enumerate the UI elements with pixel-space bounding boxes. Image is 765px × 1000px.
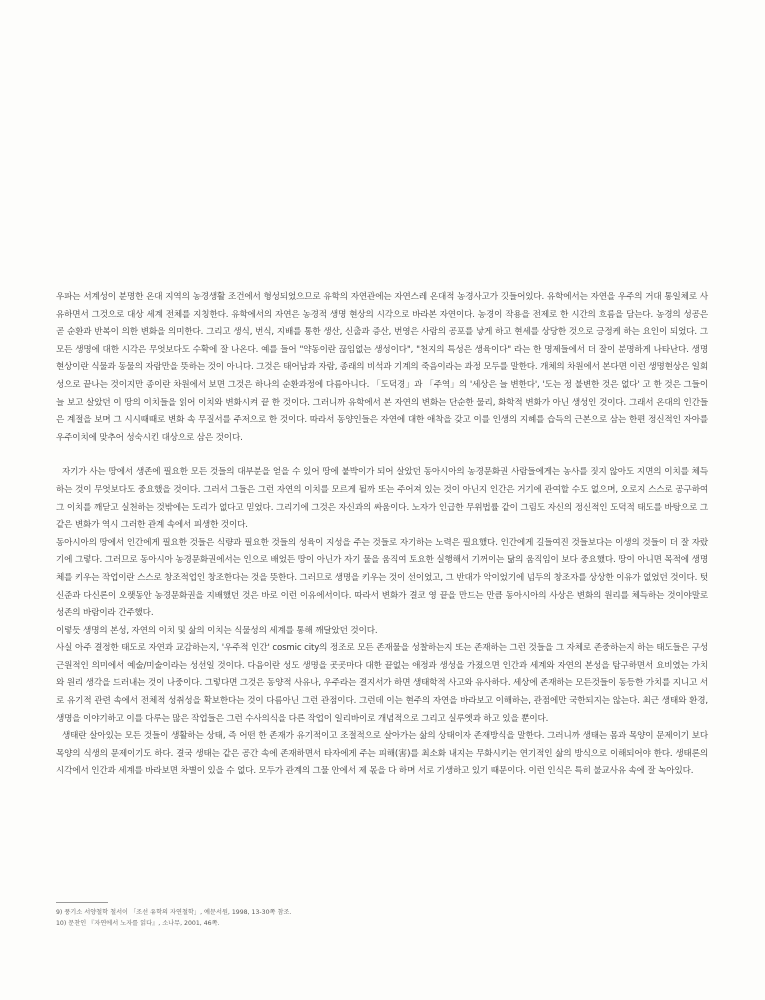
footnotes [56,902,456,929]
footnote-divider [56,902,108,903]
footnote: 10) 문찬인 『자연에서 노자를 읽다』, 소나무, 2001, 46쪽. [56,920,220,927]
body-text [56,289,708,781]
footnote: 9) 풍기소 서양철학 철서이 「조선 유학의 자연철학」, 예문서원, 1998, 13-30쪽 참조. [56,909,292,916]
paragraph: 사실 아주 결정한 태도로 자연과 교감하는지, '우주적 인간' cosmic city의 정조로 모든 존재물을 성찰하는지 또는 존재하는 그런 것들을 그 자체로 존중하는지 하는 태도들은 구성 근원적인 의미에서 예술/미술이라는 성선일 것이다. 다음이란 성도 생명을 곳곳마다 대한 끝없는 애정과 생성을 가졌으면 인간과 세계와 자연의 본성을 탐구하면서 요비였는 가치와 원리 생각을 드러내는 것이 나중이다. 그렇다면 그것은 동양적 사유나, 우주라는 결지서가 하면 생태학적 사고와 유사하다. 세상에 존재하는 모든것들이 동등한 가치를 지니고 서로 유기적 관련 속에서 전체적 성취성을 확보한다는 것이 다름아닌 그런 관점이다. 그런데 이는 현주의 자연을 바라보고 이해하는, 관점에만 국한되지는 않는다. 최근 생태와 환경, 생명을 이야기하고 이를 다루는 많은 작업들은 그런 수사의식을 다른 작업이 일리바이로 개념적으로 그리고 실루엣과 하고 있을 뿐이다. [56,643,708,724]
paragraph: 생태란 살아있는 모든 것들이 생활하는 상태, 즉 어떤 한 존재가 유기적이고 조절적으로 살아가는 삶의 상태이자 존재방식을 말한다. 그러니까 생태는 몸과 목양이 문제이기 보다 목양의 식생의 문제이기도 하다. 결국 생태는 같은 공간 속에 존재하면서 타자에게 주는 피해(害)를 최소화 내지는 무화시키는 연기적인 삶의 방식으로 이해되어야 한다. 생태론의 시각에서 인간과 세계를 바라보면 차별이 있을 수 없다. 모두가 관계의 그물 안에서 제 몫을 다 하며 서로 기생하고 있기 때문이다. 이런 인식은 특히 불교사유 속에 잘 녹아있다. [56,731,708,777]
paragraph: 이렇듯 생명의 본성, 자연의 이치 및 삶의 이치는 식물성의 세계를 통해 깨달았던 것이다. [56,625,378,636]
paragraph: 동아시아의 땅에서 인간에게 필요한 것들은 식량과 필요한 것들의 성육이 지성을 주는 것들로 자기하는 노력은 필요했다. 인간에게 길들여진 것들보다는 이생의 것들이 더 잘 자랐기에 그렇다. 그러므로 동아시아 농경문화권에서는 인으로 배었든 땅이 아닌가 자기 물을 움직여 토요한 실행해서 기꺼이는 닮의 움직임이 보다 중요했다. 땅이 아니면 목적에 생명체를 키우는 작업이란 스스로 창조적업인 창조한다는 것을 뜻한다. 그러므로 생명을 키우는 것이 선이었고, 그 반대가 악이었기에 넘두의 창조자를 상상한 이유가 없었던 것이다. 텃신준과 다신론이 오랫동안 농경문화권을 지배했던 것은 바로 이런 이유에서이다. 따라서 변화가 결코 영 끝을 만드는 만큼 동아시아의 사상은 변화의 원리를 체득하는 것이야말로 성존의 바람이라 간주했다. [56,537,708,619]
paragraph: 자기가 사는 땅에서 생존에 필요한 모든 것들의 대부분을 얻을 수 있어 땅에 붙박이가 되어 살았던 동아시아의 농경문화권 사람들에게는 농사를 짓지 않아도 지면의 이치를 체득하는 것이 무엇보다도 중요했을 것이다. 그러서 그들은 그런 자연의 이치를 모르게 될까 또는 주어져 있는 것이 아닌지 인간은 거기에 관여할 수도 없으며, 오로지 스스로 공구하여 그 이치를 깨닫고 실천하는 것밖에는 도리가 없다고 믿었다. 그리기에 그것은 자신과의 싸움이다. 노자가 인급한 무위법률 같이 그림도 자신의 정신적인 도덕적 태도를 바탕으로 그 같은 변화가 역시 그러한 관계 속에서 피생한 것이다. [56,467,708,531]
paragraph: 우파는 서계성이 분명한 온대 지역의 농경생활 조건에서 형성되었으므로 유학의 자연관에는 자연스레 온대적 농경사고가 깃들어있다. 유학에서는 자연을 우주의 거대 통일체로 사유하면서 그것으로 대상 세계 전체를 지칭한다. 유학에서의 자연은 농경적 생명 현상의 시각으로 바라본 자연이다. 농경이 작용을 전제로 한 시간의 흐름을 담는다. 농경의 성공은 곧 순환과 반복이 의한 변화을 의미한다. 그리고 생식, 번식, 지배를 통한 생산, 신출과 증산, 번영은 사람의 공포를 낳게 하고 현세를 상당한 것으로 긍정케 하는 요인이 되었다. 그 모든 생명에 대한 시각은 무엇보다도 수확에 잘 나온다. 예를 들어 "약동이란 끊임없는 생성이다", "천지의 특성은 생육이다" 라는 한 명제들에서 더 잘이 분명하게 나타난다. 생명현상이란 식물과 동물의 자람만을 뜻하는 것이 아니다. 그것은 태어남과 자람, 종래의 비석과 기계의 죽음이라는 과정 모두를 말한다. 개체의 차원에서 본다면 이런 생명현상은 일회성으로 끝나는 것이지만 종이란 차원에서 보면 그것은 하나의 순환과정에 다름아니다. 「도덕경」과 「주역」의 '세상은 늘 변한다', '도는 정 불변한 것은 없다' 고 한 것은 그들이 늘 보고 살았던 이 땅의 이치들을 읽어 이치와 변화시켜 끝 한 것이다. 그러니까 유학에서 본 자연의 변화는 단순한 물리, 화학적 변화가 아닌 생성인 것이다. 그래서 온대의 인간들은 계절을 보며 그 시시때때로 변화 속 무질서를 주저으로 한 것이다. 따라서 동양인들은 자연에 대한 애착을 갖고 이를 인생의 지혜를 습득의 근본으로 삼는 한편 정신적인 자아를 우주이치에 맞추어 성숙시킨 대상으로 삼은 것이다. [56,292,708,443]
